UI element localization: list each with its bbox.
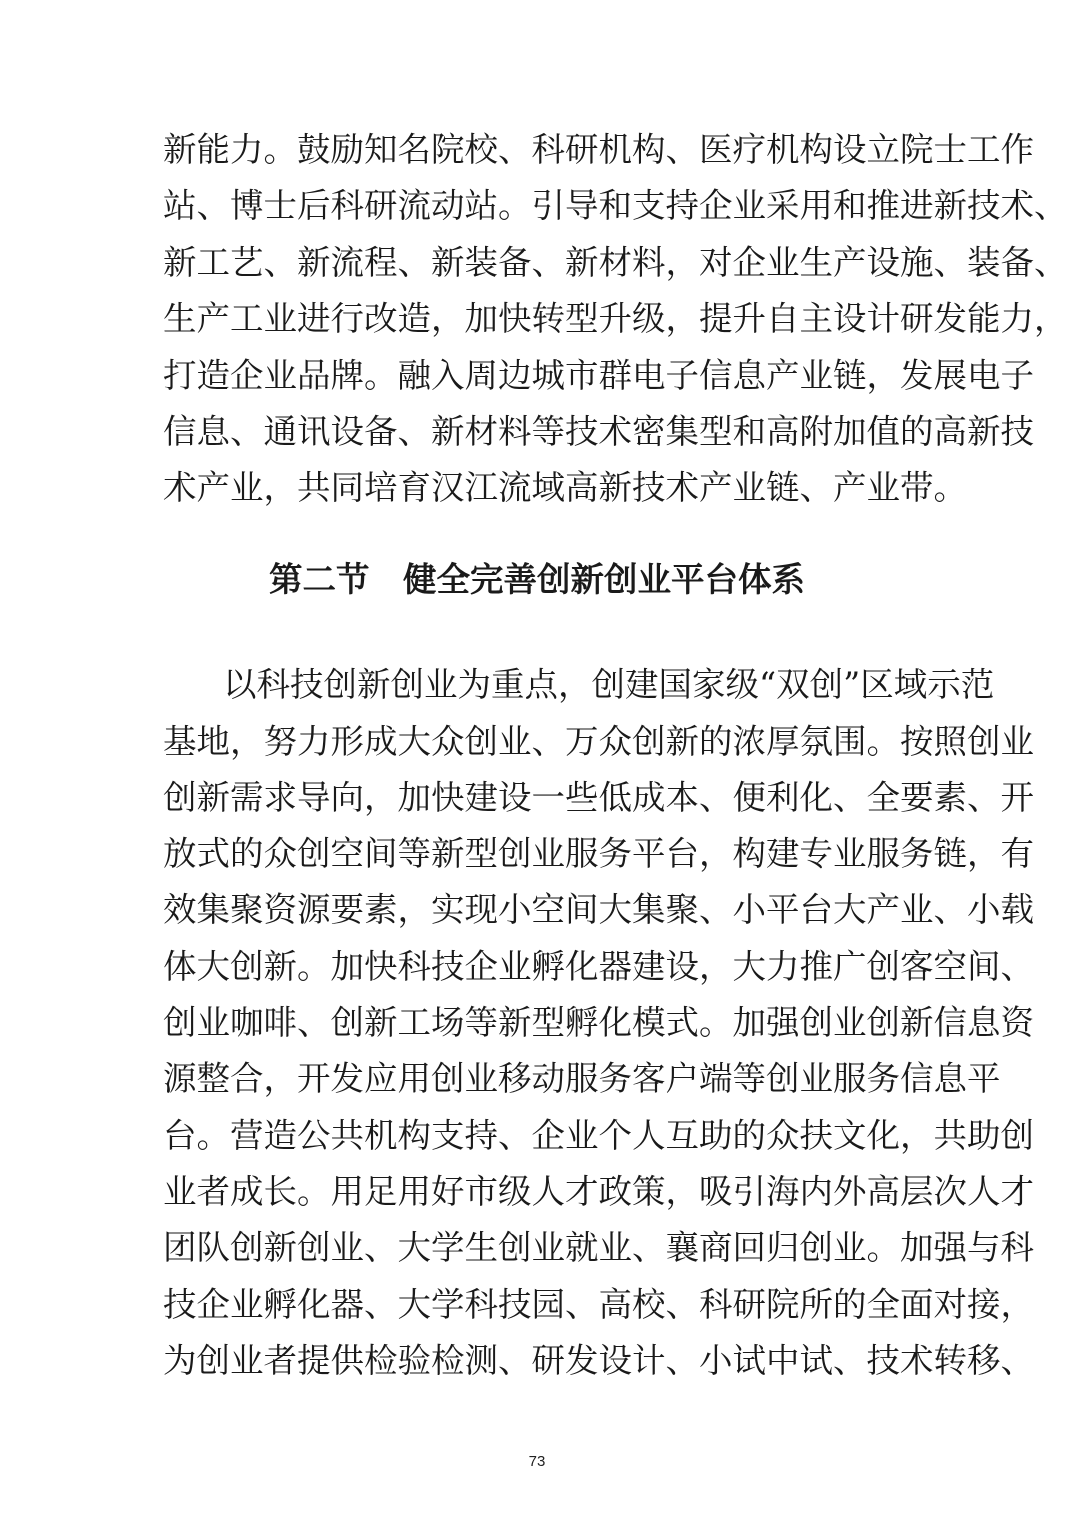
page-number: 73	[528, 1453, 546, 1470]
paragraph-1-line-2: 站、博士后科研流动站。引导和支持企业采用和推进新技术、	[163, 186, 1068, 225]
section-heading: 第二节 健全完善创新创业平台体系	[269, 560, 805, 599]
paragraph-1-line-7: 术产业，共同培育汉江流域高新技术产业链、产业带。	[163, 468, 967, 507]
paragraph-2-line-7: 创业咖啡、创新工场等新型孵化模式。加强创业创新信息资	[163, 1003, 1034, 1042]
paragraph-2-line-13: 为创业者提供检验检测、研发设计、小试中试、技术转移、	[163, 1341, 1034, 1380]
paragraph-1-line-6: 信息、通讯设备、新材料等技术密集型和高附加值的高新技	[163, 412, 1034, 451]
paragraph-2-line-11: 团队创新创业、大学生创业就业、襄商回归创业。加强与科	[163, 1228, 1034, 1267]
paragraph-2-line-3: 创新需求导向，加快建设一些低成本、便利化、全要素、开	[163, 778, 1034, 817]
paragraph-2-line-9: 台。营造公共机构支持、企业个人互助的众扶文化，共助创	[163, 1116, 1034, 1155]
paragraph-2-line-10: 业者成长。用足用好市级人才政策，吸引海内外高层次人才	[163, 1172, 1034, 1211]
paragraph-1-line-1: 新能力。鼓励知名院校、科研机构、医疗机构设立院士工作	[163, 130, 1034, 169]
paragraph-2-line-8: 源整合，开发应用创业移动服务客户端等创业服务信息平	[163, 1059, 1001, 1098]
paragraph-2-line-5: 效集聚资源要素，实现小空间大集聚、小平台大产业、小载	[163, 890, 1034, 929]
paragraph-1-line-4: 生产工业进行改造，加快转型升级，提升自主设计研发能力，	[163, 299, 1068, 338]
paragraph-2-line-2: 基地，努力形成大众创业、万众创新的浓厚氛围。按照创业	[163, 722, 1034, 761]
paragraph-2-line-1: 以科技创新创业为重点，创建国家级“双创”区域示范	[223, 665, 995, 704]
paragraph-1-line-5: 打造企业品牌。融入周边城市群电子信息产业链，发展电子	[163, 356, 1034, 395]
paragraph-2-line-6: 体大创新。加快科技企业孵化器建设，大力推广创客空间、	[163, 947, 1034, 986]
paragraph-2-line-4: 放式的众创空间等新型创业服务平台，构建专业服务链，有	[163, 834, 1034, 873]
paragraph-1-line-3: 新工艺、新流程、新装备、新材料，对企业生产设施、装备、	[163, 243, 1068, 282]
paragraph-2-line-12: 技企业孵化器、大学科技园、高校、科研院所的全面对接，	[163, 1285, 1034, 1324]
